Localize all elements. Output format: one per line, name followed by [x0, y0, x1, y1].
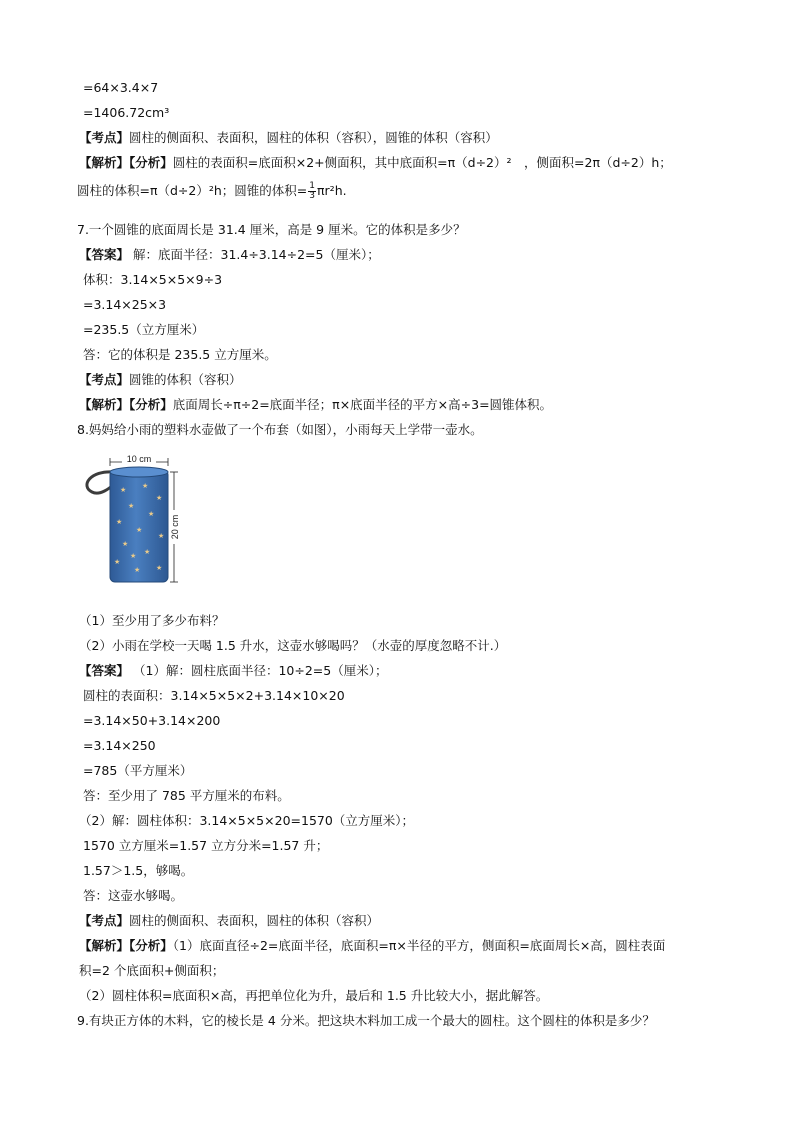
answer-conclusion: 答：它的体积是 235.5 立方厘米。 [83, 347, 277, 362]
calc-line: =3.14×250 [83, 738, 156, 753]
height-label: 20 cm [170, 514, 180, 540]
kaodian-text: 圆锥的体积（容积） [129, 372, 242, 387]
svg-text:★: ★ [134, 566, 141, 574]
jiexi-text: 底面周长÷π÷2=底面半径；π×底面半径的平方×高÷3=圆锥体积。 [172, 397, 553, 412]
kaodian-text: 圆柱的侧面积、表面积，圆柱的体积（容积），圆锥的体积（容积） [129, 130, 498, 145]
kaodian-tag: 【考点】 [79, 913, 130, 928]
answer-tag: 【答案】 [79, 663, 130, 678]
bottle-top [110, 467, 168, 477]
jiexi-tag: 【解析】【分析】 [79, 155, 173, 170]
answer-text: 解：底面半径：31.4÷3.14÷2=5（厘米）； [129, 247, 380, 262]
answer-tag: 【答案】 [79, 247, 130, 262]
jiexi-line: （2）圆柱体积=底面积×高，再把单位化为升，最后和 1.5 升比较大小，据此解答。 [79, 988, 549, 1003]
kaodian-tag: 【考点】 [79, 372, 130, 387]
fraction-one-third [308, 182, 316, 201]
jiexi-line: 积=2 个底面积+侧面积； [79, 963, 225, 978]
question-8: 8.妈妈给小雨的塑料水壶做了一个布套（如图），小雨每天上学带一壶水。 [77, 422, 483, 437]
question-9: 9.有块正方体的木料，它的棱长是 4 分米。把这块木料加工成一个最大的圆柱。这个圆柱的体积是多少？ [77, 1013, 655, 1028]
formula-line [77, 182, 347, 201]
svg-text:★: ★ [136, 526, 143, 534]
calc-line: =235.5（立方厘米） [83, 322, 205, 337]
jiexi-text: 圆柱的表面积=底面积×2+侧面积，其中底面积=π（d÷2）² ，侧面积=2π（d÷2）h； [172, 155, 672, 170]
svg-text:★: ★ [122, 540, 129, 548]
svg-text:★: ★ [120, 486, 127, 494]
answer-conclusion: 答：至少用了 785 平方厘米的布料。 [83, 788, 290, 803]
jiexi-text: （1）底面直径÷2=底面半径，底面积=π×半径的平方，侧面积=底面周长×高，圆柱表面 [172, 938, 666, 953]
kaodian-line [79, 372, 242, 388]
jiexi-line [79, 155, 672, 171]
bottle-figure [80, 452, 182, 590]
svg-text:★: ★ [156, 564, 163, 572]
formula-text: πr²h. [317, 183, 347, 198]
calc-line: =64×3.4×7 [83, 80, 159, 95]
fraction-denominator: 3 [309, 191, 316, 201]
question-7: 7.一个圆锥的底面周长是 31.4 厘米，高是 9 厘米。它的体积是多少？ [77, 222, 466, 237]
svg-text:★: ★ [142, 482, 149, 490]
answer-conclusion: 答：这壶水够喝。 [83, 888, 184, 903]
answer-line [79, 663, 387, 679]
sub-question-1: （1）至少用了多少布料？ [79, 613, 225, 628]
jiexi-line [79, 397, 552, 413]
svg-text:★: ★ [158, 532, 165, 540]
formula-text: 圆柱的体积=π（d÷2）²h；圆锥的体积= [77, 183, 308, 198]
calc-line: 圆柱的表面积：3.14×5×5×2+3.14×10×20 [83, 688, 345, 703]
calc-line: =785（平方厘米） [83, 763, 193, 778]
jiexi-line [79, 938, 665, 954]
kaodian-text: 圆柱的侧面积、表面积，圆柱的体积（容积） [129, 913, 380, 928]
kaodian-line [79, 130, 498, 146]
calc-line: =3.14×50+3.14×200 [83, 713, 221, 728]
kaodian-tag: 【考点】 [79, 130, 130, 145]
jiexi-tag: 【解析】【分析】 [79, 938, 173, 953]
width-label: 10 cm [126, 454, 152, 464]
jiexi-tag: 【解析】【分析】 [79, 397, 173, 412]
svg-text:★: ★ [116, 518, 123, 526]
fraction-numerator: 1 [309, 181, 316, 191]
svg-text:★: ★ [128, 502, 135, 510]
svg-text:★: ★ [156, 494, 163, 502]
calc-line: =1406.72cm³ [83, 105, 170, 120]
svg-text:★: ★ [144, 548, 151, 556]
answer-text: （1）解：圆柱底面半径：10÷2=5（厘米）； [129, 663, 388, 678]
calc-line: =3.14×25×3 [83, 297, 167, 312]
svg-text:★: ★ [148, 510, 155, 518]
calc-line: 1.57＞1.5，够喝。 [83, 863, 194, 878]
answer-line [79, 247, 380, 263]
kaodian-line [79, 913, 379, 929]
svg-text:★: ★ [114, 558, 121, 566]
calc-line: 1570 立方厘米=1.57 立方分米=1.57 升； [83, 838, 329, 853]
calc-line: （2）解：圆柱体积：3.14×5×5×20=1570（立方厘米）； [79, 813, 415, 828]
svg-text:★: ★ [130, 552, 137, 560]
sub-question-2: （2）小雨在学校一天喝 1.5 升水，这壶水够喝吗？（水壶的厚度忽略不计.） [79, 638, 507, 653]
calc-line: 体积：3.14×5×5×9÷3 [83, 272, 223, 287]
